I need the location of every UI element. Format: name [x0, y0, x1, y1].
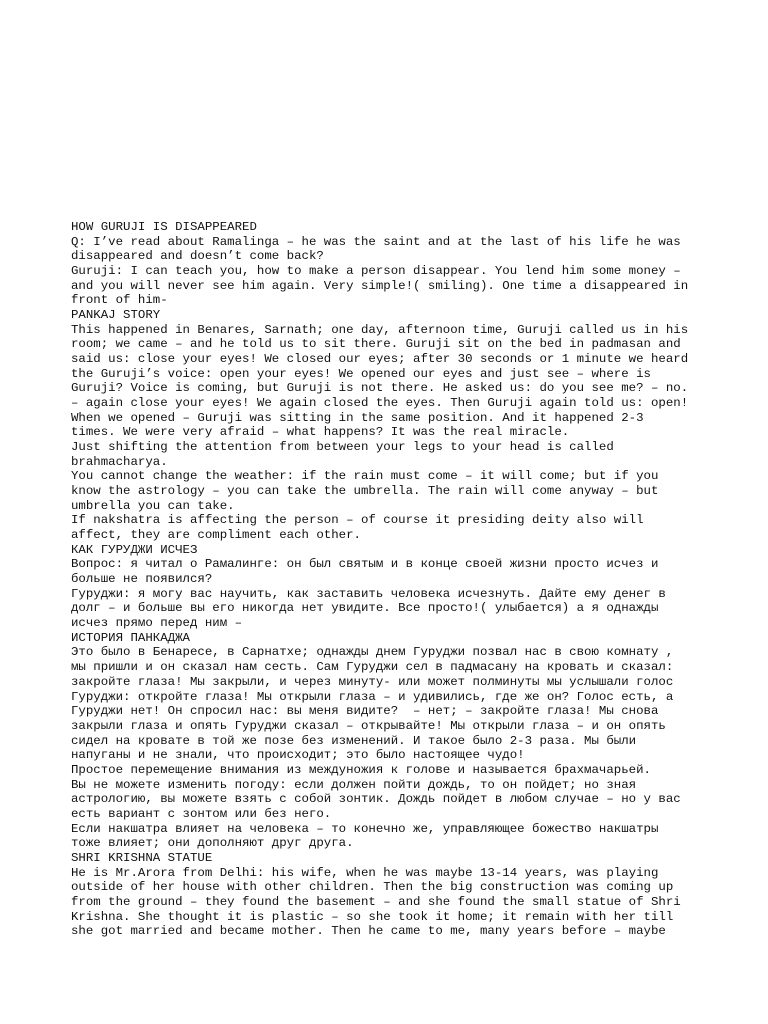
text-line: When we opened – Guruji was sitting in the same position. And it happened 2-3: [71, 410, 644, 425]
text-line: disappeared and doesn’t come back?: [71, 249, 324, 264]
text-line: SHRI KRISHNA STATUE: [71, 850, 213, 865]
text-line: – again close your eyes! We again closed the eyes. Then Guruji again told us: open!: [71, 396, 689, 411]
document-body: [71, 220, 701, 939]
text-line: Q: I’ve read about Ramalinga – he was the saint and at the last of his life he was: [71, 234, 681, 249]
text-line: долг – и больше вы его никогда нет увидите. Все просто!( улыбается) а я однажды: [71, 601, 659, 616]
text-line: тоже влияет; они дополняют друг друга.: [71, 836, 354, 851]
text-line: исчез прямо перед ним –: [71, 616, 243, 631]
text-line: Krishna. She thought it is plastic – so she took it home; it remain with her till: [71, 909, 674, 924]
text-line: Простое перемещение внимания из междуножия к голове и называется брахмачарьей.: [71, 762, 651, 777]
text-line: front of him-: [71, 293, 168, 308]
text-line: Гуруджи: я могу вас научить, как заставить человека исчезнуть. Дайте ему денег в: [71, 586, 666, 601]
text-line: HOW GURUJI IS DISAPPEARED: [71, 220, 257, 234]
text-line: and you will never see him again. Very simple!( smiling). One time a disappeared in: [71, 278, 689, 293]
text-line: закройте глаза! Мы закрыли, и через минуту- или может полминуты мы услышали голос: [71, 674, 674, 689]
text-line: umbrella you can take.: [71, 498, 235, 513]
text-line: Guruji? Voice is coming, but Guruji is not there. He asked us: do you see me? – no.: [71, 381, 689, 396]
text-line: affect, they are compliment each other.: [71, 528, 361, 543]
text-line: brahmacharya.: [71, 454, 168, 469]
text-line: Вопрос: я читал о Рамалинге: он был святым и в конце своей жизни просто исчез и: [71, 557, 659, 572]
text-line: есть вариант с зонтом или без него.: [71, 806, 332, 821]
text-line: This happened in Benares, Sarnath; one day, afternoon time, Guruji called us in his: [71, 322, 689, 337]
text-line: He is Mr.Arora from Delhi: his wife, when he was maybe 13-14 years, was playing: [71, 865, 659, 880]
text-line: напуганы и не знали, что происходит; это было настоящее чудо!: [71, 748, 525, 763]
text-line: больше не появился?: [71, 572, 213, 587]
text-line: мы пришли и он сказал нам сесть. Сам Гуруджи сел в падмасану на кровать и сказал:: [71, 660, 674, 675]
text-line: ИСТОРИЯ ПАНКАДЖА: [71, 630, 190, 645]
text-line: she got married and became mother. Then he came to me, many years before – maybe: [71, 924, 666, 939]
text-line: If nakshatra is affecting the person – of course it presiding deity also will: [71, 513, 644, 528]
text-line: Гуруджи нет! Он спросил нас: вы меня видите? – нет; – закройте глаза! Мы снова: [71, 704, 659, 719]
text-line: астрологию, вы можете взять с собой зонтик. Дождь пойдет в любом случае – но у вас: [71, 792, 681, 807]
text-line: from the ground – they found the basement – and she found the small statue of Shri: [71, 894, 681, 909]
text-line: Вы не можете изменить погоду: если должен пойти дождь, то он пойдет; но зная: [71, 777, 637, 792]
text-line: сидел на кровате в той же позе без изменений. И такое было 2-3 раза. Мы были: [71, 733, 637, 748]
text-line: know the astrology – you can take the umbrella. The rain will come anyway – but: [71, 484, 659, 499]
text-line: Гуруджи: откройте глаза! Мы открыли глаза – и удивились, где же он? Голос есть, а: [71, 689, 674, 704]
text-line: PANKAJ STORY: [71, 308, 161, 323]
text-line: Это было в Бенаресе, в Сарнатхе; однажды днем Гуруджи позвал нас в свою комнату ,: [71, 645, 674, 660]
text-line: You cannot change the weather: if the rain must come – it will come; but if you: [71, 469, 659, 484]
text-line: said us: close your eyes! We closed our eyes; after 30 seconds or 1 minute we heard: [71, 352, 689, 367]
text-line: room; we came – and he told us to sit there. Guruji sit on the bed in padmasan and: [71, 337, 681, 352]
text-line: Если накшатра влияет на человека – то конечно же, управляющее божество накшатры: [71, 821, 659, 836]
text-line: outside of her house with other children. Then the big construction was coming up: [71, 880, 674, 895]
text-line: Guruji: I can teach you, how to make a person disappear. You lend him some money –: [71, 264, 681, 279]
text-line: the Guruji’s voice: open your eyes! We opened our eyes and just see – where is: [71, 366, 651, 381]
text-line: КАК ГУРУДЖИ ИСЧЕЗ: [71, 542, 198, 557]
text-line: times. We were very afraid – what happens? It was the real miracle.: [71, 425, 570, 440]
text-line: закрыли глаза и опять Гуруджи сказал – открывайте! Мы открыли глаза – и он опять: [71, 718, 666, 733]
text-line: Just shifting the attention from between your legs to your head is called: [71, 440, 614, 455]
